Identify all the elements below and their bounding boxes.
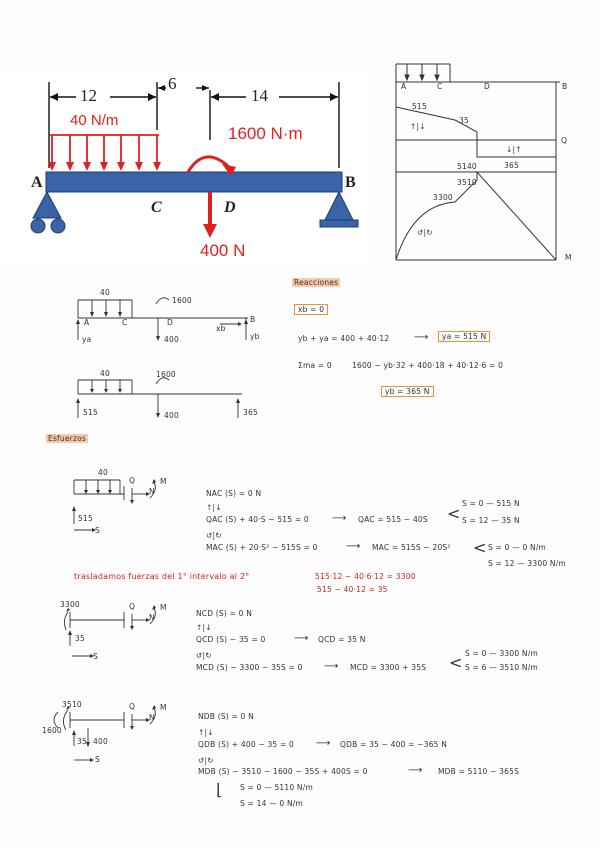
fbd-2 <box>70 370 270 425</box>
diag-365: 365 <box>504 161 519 170</box>
diag-shear-sign2: ↓|↑ <box>506 145 522 154</box>
s1-q-brace: < <box>447 504 461 523</box>
s3-m-eq: MDB (S) − 3510 − 1600 − 35S + 400S = 0 <box>198 767 368 776</box>
fbd1-yb: yb <box>250 332 260 341</box>
fbd1-c: C <box>122 318 128 327</box>
s3-m-res: MDB = 5110 − 365S <box>438 767 520 776</box>
s2-m-eq: MCD (S) − 3300 − 35S = 0 <box>196 663 303 672</box>
s2-q: Q <box>129 602 136 611</box>
s3-m: M <box>160 703 167 712</box>
s1-m-arrow: ⟶ <box>346 541 361 552</box>
beam <box>46 172 342 192</box>
s3-m-brace: ⌊ <box>216 780 223 799</box>
s3-q: Q <box>129 702 136 711</box>
s2-m-s0: S = 0 — 3300 N/m <box>465 649 538 658</box>
s1-q-s0: S = 0 — 515 N <box>462 499 520 508</box>
s1-q-eq: QAC (S) + 40·S − 515 = 0 <box>206 515 309 524</box>
diag-a: A <box>401 82 407 91</box>
fbd1-ya: ya <box>82 335 92 344</box>
eq-sum-y-arrow: ⟶ <box>414 332 429 343</box>
section-2-fbd <box>56 598 176 668</box>
fbd1-moment: 1600 <box>172 296 192 305</box>
s2-moment: 3300 <box>60 600 80 609</box>
s2-q-sign: ↑|↓ <box>196 623 212 632</box>
s2-m: M <box>160 603 167 612</box>
s1-m-eq: MAC (S) + 20·S² − 515S = 0 <box>206 543 318 552</box>
diag-5140: 5140 <box>457 162 477 171</box>
s2-q-res: QCD = 35 N <box>318 635 366 644</box>
res-ya: ya = 515 N <box>438 331 490 342</box>
diag-35: 35 <box>459 116 469 125</box>
eq-moment-expr: 1600 − yb·32 + 400·18 + 40·12·6 = 0 <box>352 361 504 370</box>
diag-m-axis: M <box>565 253 572 262</box>
s3-q-eq: QDB (S) + 400 − 35 = 0 <box>198 740 295 749</box>
s1-m-s0: S = 0 — 0 N/m <box>488 543 547 552</box>
s2-m-brace: < <box>449 653 463 672</box>
s1-q-s12: S = 12 — 35 N <box>462 516 520 525</box>
s1-q: Q <box>129 476 136 485</box>
beam-figure-svg <box>0 68 370 268</box>
s3-m-sign: ↺|↻ <box>198 756 214 765</box>
load-label: 40 N/m <box>70 112 119 129</box>
s2-q-arrow: ⟶ <box>294 633 309 644</box>
fbd1-xb: xb <box>216 324 226 333</box>
point-a-label: A <box>31 174 43 191</box>
res-yb: yb = 365 N <box>381 386 434 397</box>
diag-515: 515 <box>412 102 427 111</box>
shear-moment-diagram <box>385 60 585 265</box>
diag-moment-sign: ↺|↻ <box>417 228 433 237</box>
s1-515: 515 <box>78 514 93 523</box>
point-b-label: B <box>345 174 356 191</box>
eq-moment: Σma = 0 <box>298 361 332 370</box>
s3-moment: 3510 <box>62 700 82 709</box>
s2-m-sign: ↺|↻ <box>196 651 212 660</box>
efforts-title: Esfuerzos <box>48 434 86 443</box>
support-b <box>325 192 353 220</box>
s1-n-eq: NAC (S) = 0 N <box>206 489 262 498</box>
s1-m-s12: S = 12 — 3300 N/m <box>488 559 566 568</box>
diag-3510: 3510 <box>457 178 477 187</box>
dim-6: 6 <box>168 74 177 93</box>
s1-m-res: MAC = 515S − 20S² <box>372 543 451 552</box>
s1-m-sign: ↺|↻ <box>206 531 222 540</box>
beam-figure <box>0 68 370 268</box>
s2-m-arrow: ⟶ <box>324 661 339 672</box>
s3-m-arrow: ⟶ <box>408 765 423 776</box>
diag-q-axis: Q <box>561 136 568 145</box>
diag-c: C <box>437 82 443 91</box>
diag-d: D <box>484 82 490 91</box>
distributed-load <box>48 135 161 171</box>
s2-m-res: MCD = 3300 + 35S <box>350 663 427 672</box>
s3-q-arrow: ⟶ <box>316 738 331 749</box>
fbd1-load: 40 <box>100 288 110 297</box>
s2-35: 35 <box>75 634 85 643</box>
moment-label: 1600 N·m <box>228 124 303 143</box>
support-b-base <box>320 220 358 227</box>
s3-n-eq: NDB (S) = 0 N <box>198 712 254 721</box>
fbd2-400: 400 <box>164 411 179 420</box>
s3-35: 35 <box>77 737 87 746</box>
fbd-1 <box>70 288 270 348</box>
fbd2-load: 40 <box>100 369 110 378</box>
diag-3300: 3300 <box>433 193 453 202</box>
s3-1600: 1600 <box>42 726 62 735</box>
point-d-label: D <box>224 199 236 216</box>
fbd2-365: 365 <box>243 408 258 417</box>
diag-shear-sign: ↑|↓ <box>410 122 426 131</box>
s1-n: N <box>149 487 155 496</box>
s3-q-sign: ↑|↓ <box>198 728 214 737</box>
support-a <box>33 192 61 218</box>
s2-n-eq: NCD (S) = 0 N <box>196 609 253 618</box>
s2-n: N <box>149 613 155 622</box>
s1-q-sign: ↑|↓ <box>206 503 222 512</box>
s3-q-res: QDB = 35 − 400 = −365 N <box>340 740 448 749</box>
s1-q-arrow: ⟶ <box>332 513 347 524</box>
s1-s: S <box>95 526 100 535</box>
fbd1-d: D <box>167 318 173 327</box>
section-3-fbd <box>40 698 180 770</box>
s3-m-s14: S = 14 — 0 N/m <box>240 799 304 808</box>
s3-n: N <box>149 713 155 722</box>
eq-xb: xb = 0 <box>294 304 328 315</box>
transfer-q: 515 − 40·12 = 35 <box>317 585 388 594</box>
transfer-text: trasladamos fuerzas del 1° intervalo al 2° <box>74 572 250 581</box>
reactions-title: Reacciones <box>294 278 339 287</box>
s2-m-s6: S = 6 — 3510 N/m <box>465 663 538 672</box>
fbd1-a: A <box>84 318 90 327</box>
s1-m-brace: < <box>473 538 487 557</box>
s3-s: S <box>95 755 100 764</box>
section-1-fbd <box>66 468 176 538</box>
fbd1-400: 400 <box>164 335 179 344</box>
s3-m-s0: S = 0 — 5110 N/m <box>240 783 313 792</box>
diag-b: B <box>562 82 568 91</box>
point-c-label: C <box>151 199 162 216</box>
fbd2-moment: 1600 <box>156 370 176 379</box>
force-label: 400 N <box>200 241 246 260</box>
fbd1-b: B <box>250 315 256 324</box>
s3-400: 400 <box>93 737 108 746</box>
roller-left <box>31 219 45 233</box>
roller-right <box>51 219 65 233</box>
transfer-m: 515·12 − 40·6·12 = 3300 <box>315 572 416 581</box>
point-load-arrowhead <box>203 224 217 238</box>
s1-m: M <box>160 477 167 486</box>
eq-sum-y: yb + ya = 400 + 40·12 <box>298 334 390 343</box>
s1-q-res: QAC = 515 − 40S <box>358 515 428 524</box>
s2-q-eq: QCD (S) − 35 = 0 <box>196 635 266 644</box>
dim-12: 12 <box>80 86 97 105</box>
s2-s: S <box>93 652 98 661</box>
s1-load: 40 <box>98 468 108 477</box>
dim-14: 14 <box>251 86 268 105</box>
fbd2-515: 515 <box>83 408 98 417</box>
